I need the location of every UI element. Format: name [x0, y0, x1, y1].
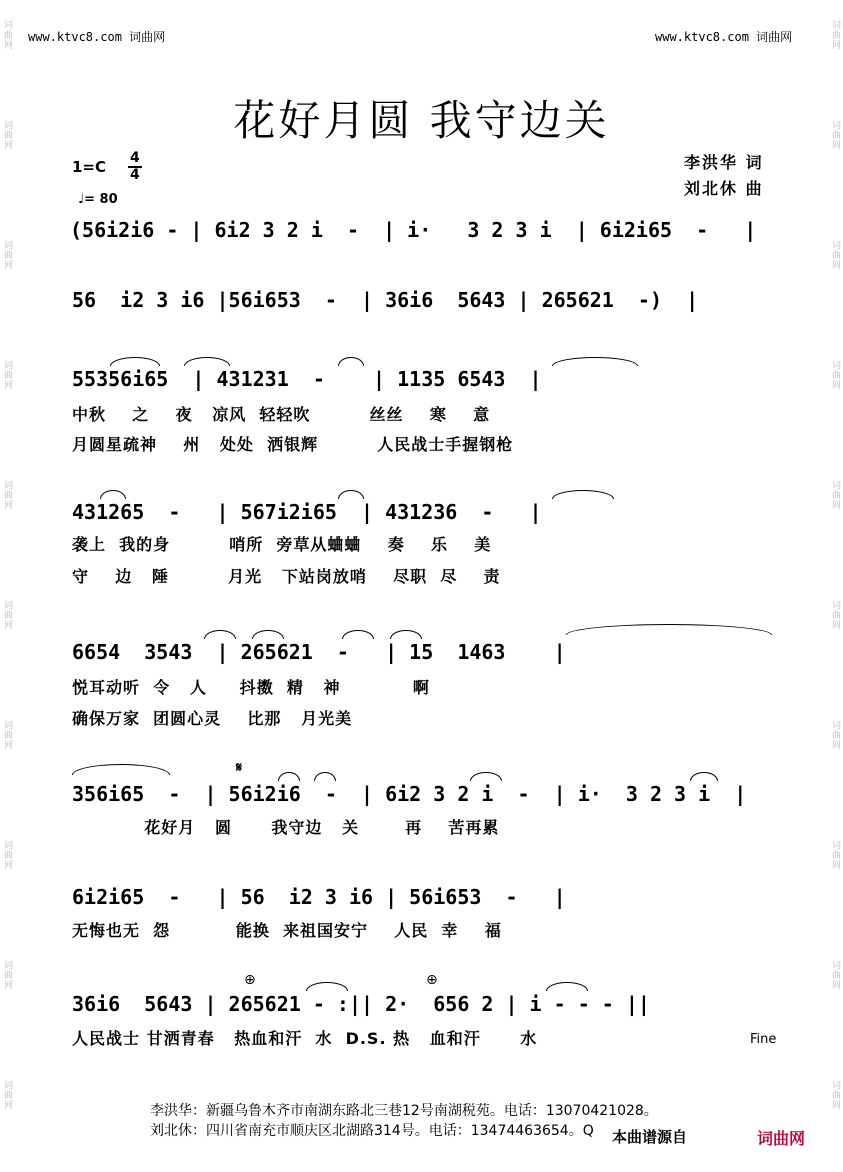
fine-mark: Fine — [750, 1032, 777, 1047]
side-mark-text: 词曲网 — [830, 360, 840, 390]
slur-mark — [110, 357, 160, 366]
footer-contact-composer: 刘北休：四川省南充市顺庆区北湖路314号。电话：13474463654。Q — [150, 1123, 594, 1139]
score-line-3-lyrics-1: 中秋 之 夜 凉风 轻轻吹 丝丝 寒 意 — [72, 405, 491, 424]
score-line-5-notes: 6654 3543 | 265621 - | 15 1463 | — [72, 640, 566, 664]
side-mark-text: 词曲网 — [830, 840, 840, 870]
score-line-2-notes: 56 i2 3 i6 |56i653 - | 36i6 5643 | 265621 -) | — [72, 288, 699, 312]
score-line-4-lyrics-1: 袭上 我的身 哨所 旁草从蛐蛐 奏 乐 美 — [72, 535, 492, 554]
side-watermark-left — [0, 0, 14, 1172]
slur-mark — [690, 772, 718, 781]
time-signature-top: 4 — [130, 150, 140, 166]
coda-icon: ⊕ — [244, 972, 256, 988]
side-mark-text: 词曲网 — [830, 20, 840, 50]
side-mark-text: 词曲网 — [2, 840, 12, 870]
side-mark-text: 词曲网 — [2, 240, 12, 270]
side-mark-text: 词曲网 — [2, 360, 12, 390]
slur-mark — [306, 982, 348, 991]
side-mark-text: 词曲网 — [2, 600, 12, 630]
score-line-7-notes: 6i2i65 - | 56 i2 3 i6 | 56i653 - | — [72, 885, 566, 909]
slur-mark — [72, 764, 170, 775]
score-line-3-lyrics-2: 月圆星疏神 州 处处 洒银辉 人民战士手握钢枪 — [72, 435, 514, 454]
side-mark-text: 词曲网 — [2, 120, 12, 150]
slur-mark — [252, 630, 284, 639]
slur-mark — [470, 772, 502, 781]
score-line-6-notes: 356i65 - | 56i2i6 - | 6i2 3 2 i - | i· 3 2 3 i | — [72, 782, 747, 806]
score-line-1-notes: (56i2i6 - | 6i2 3 2 i - | i· 3 2 3 i | 6i2i65 - | — [70, 218, 757, 242]
side-mark-text: 词曲网 — [830, 960, 840, 990]
score-line-8-lyrics-1: 人民战士 甘洒青春 热血和汗 水 D.S. 热 血和汗 水 — [72, 1029, 538, 1048]
score-line-4-notes: 431265 - | 567i2i65 | 431236 - | — [72, 500, 542, 524]
score-line-5-lyrics-2: 确保万家 团圆心灵 比那 月光美 — [72, 709, 353, 728]
side-mark-text: 词曲网 — [2, 480, 12, 510]
brand-logo[interactable]: 词曲网 — [757, 1129, 806, 1148]
side-mark-text: 词曲网 — [2, 20, 12, 50]
slur-mark — [278, 772, 300, 781]
slur-mark — [342, 630, 374, 639]
composer-credit: 刘北休 曲 — [684, 179, 764, 198]
score-line-4-lyrics-2: 守 边 陲 月光 下站岗放哨 尽职 尽 责 — [72, 567, 501, 586]
time-signature-bottom: 4 — [130, 167, 140, 183]
footer-contact-lyricist: 李洪华：新疆乌鲁木齐市南湖东路北三巷12号南湖税苑。电话：13070421028。 — [150, 1103, 658, 1119]
song-title: 花好月圆 我守边关 — [233, 96, 610, 145]
score-line-3-notes: 55356i65 | 431231 - | 1135 6543 | — [72, 367, 542, 391]
side-mark-text: 词曲网 — [830, 1080, 840, 1110]
slur-mark — [338, 357, 364, 366]
score-line-6-lyrics-1: 花好月 圆 我守边 关 再 苦再累 — [72, 818, 500, 837]
slur-mark — [566, 624, 772, 635]
slur-mark — [184, 357, 230, 366]
slur-mark — [100, 490, 126, 499]
tempo-mark: ♩= 80 — [78, 192, 118, 207]
segno-icon: 𝄋 — [236, 760, 243, 776]
slur-mark — [552, 357, 638, 366]
slur-mark — [338, 490, 364, 499]
slur-mark — [314, 772, 336, 781]
side-mark-text: 词曲网 — [830, 720, 840, 750]
key-signature: 1=C — [72, 158, 107, 176]
side-mark-text: 词曲网 — [830, 240, 840, 270]
footer-source-label: 本曲谱源自 — [612, 1128, 688, 1146]
side-watermark-right — [828, 0, 842, 1172]
score-line-5-lyrics-1: 悦耳动听 令 人 抖擞 精 神 啊 — [72, 678, 430, 697]
lyricist-credit: 李洪华 词 — [684, 153, 764, 172]
slur-mark — [546, 982, 588, 991]
side-mark-text: 词曲网 — [830, 600, 840, 630]
slur-mark — [204, 630, 236, 639]
site-watermark-left[interactable]: www.ktvc8.com 词曲网 — [28, 30, 166, 44]
side-mark-text: 词曲网 — [2, 960, 12, 990]
slur-mark — [552, 490, 614, 499]
side-mark-text: 词曲网 — [2, 1080, 12, 1110]
score-line-8-notes: 36i6 5643 | 265621 - :|| 2· 656 2 | i - - - || — [72, 992, 650, 1016]
side-mark-text: 词曲网 — [830, 480, 840, 510]
side-mark-text: 词曲网 — [2, 720, 12, 750]
side-mark-text: 词曲网 — [830, 120, 840, 150]
score-line-7-lyrics-1: 无悔也无 怨 能换 来祖国安宁 人民 幸 福 — [72, 921, 502, 940]
site-watermark-right[interactable]: www.ktvc8.com 词曲网 — [655, 30, 793, 44]
coda-icon: ⊕ — [426, 972, 438, 988]
slur-mark — [390, 630, 422, 639]
